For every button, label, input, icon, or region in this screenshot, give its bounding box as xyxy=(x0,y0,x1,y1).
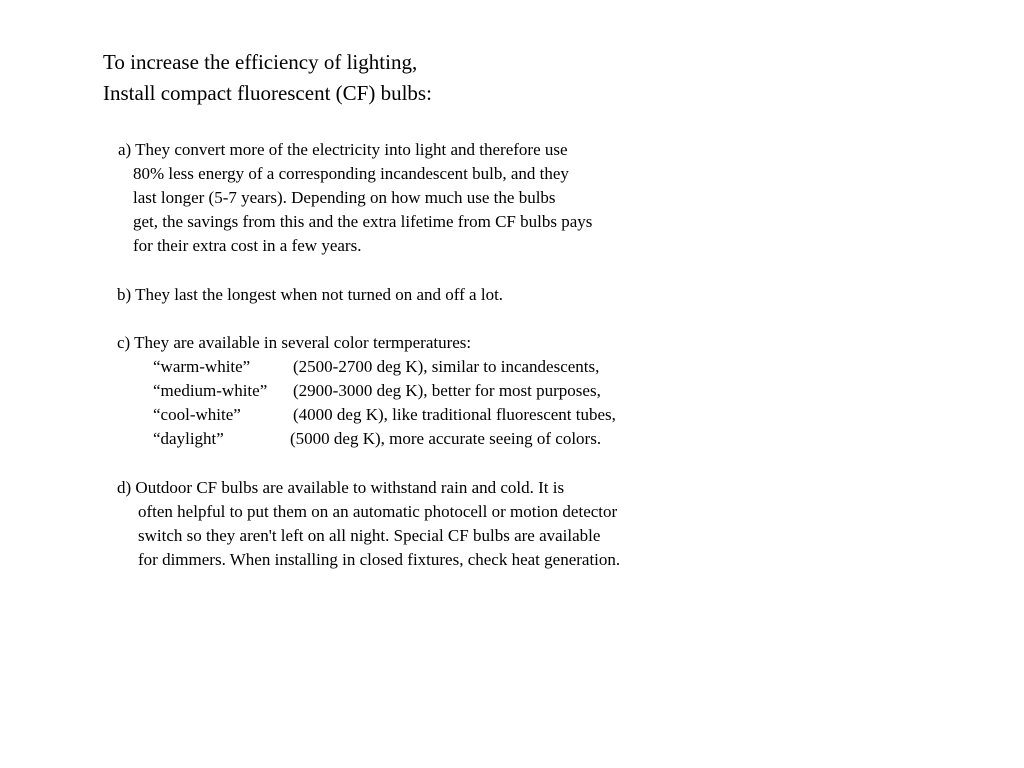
item-a-line-5: for their extra cost in a few years. xyxy=(133,236,362,255)
item-d-line-2: often helpful to put them on an automatic photocell or motion detector xyxy=(138,502,618,521)
temp-name-daylight: “daylight” xyxy=(153,429,224,448)
temp-name-cool-white: “cool-white” xyxy=(153,405,241,424)
item-d-line-4: for dimmers. When installing in closed fixtures, check heat generation. xyxy=(138,550,621,569)
item-d-line-3: switch so they aren't left on all night. Special CF bulbs are available xyxy=(138,526,601,545)
item-d-line-1: d) Outdoor CF bulbs are available to withstand rain and cold. It is xyxy=(117,478,565,497)
temp-desc-cool-white: (4000 deg K), like traditional fluorescent tubes, xyxy=(293,405,616,424)
item-b-line-1: b) They last the longest when not turned on and off a lot. xyxy=(117,285,504,304)
item-a-line-4: get, the savings from this and the extra lifetime from CF bulbs pays xyxy=(133,212,593,231)
item-a-line-3: last longer (5-7 years). Depending on how much use the bulbs xyxy=(133,188,556,207)
temp-desc-medium-white: (2900-3000 deg K), better for most purposes, xyxy=(293,381,601,400)
temp-desc-warm-white: (2500-2700 deg K), similar to incandescents, xyxy=(293,357,600,376)
item-a-line-1: a) They convert more of the electricity into light and therefore use xyxy=(118,140,568,159)
item-a-line-2: 80% less energy of a corresponding incandescent bulb, and they xyxy=(133,164,569,183)
temp-desc-daylight: (5000 deg K), more accurate seeing of colors. xyxy=(290,429,602,448)
heading-line-2: Install compact fluorescent (CF) bulbs: xyxy=(103,81,432,105)
item-c-intro: c) They are available in several color termperatures: xyxy=(117,333,472,352)
temp-name-warm-white: “warm-white” xyxy=(153,357,251,376)
temp-name-medium-white: “medium-white” xyxy=(153,381,268,400)
heading-line-1: To increase the efficiency of lighting, xyxy=(103,50,418,74)
